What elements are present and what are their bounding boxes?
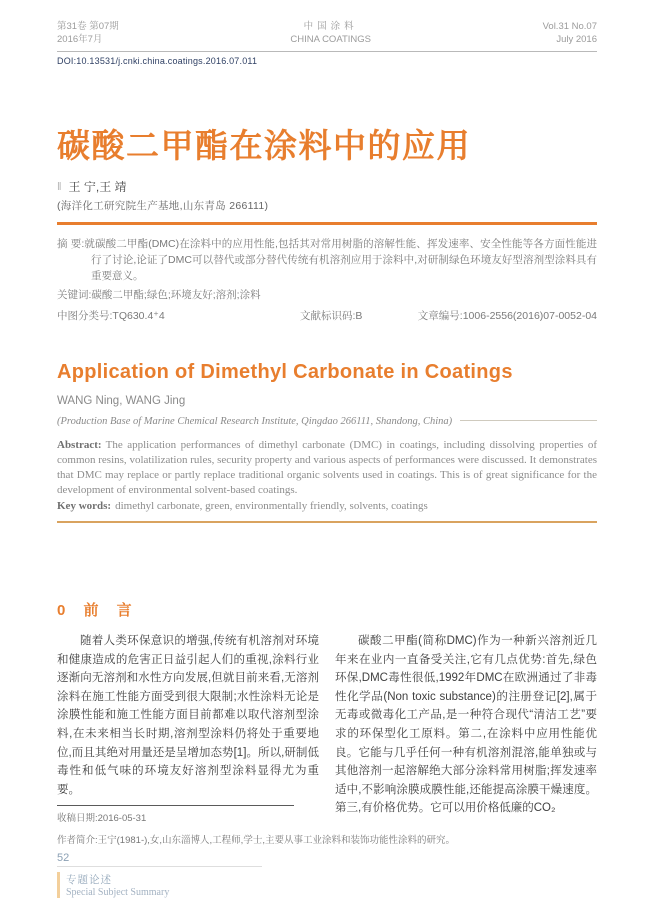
issue-volume-en: Vol.31 No.07: [542, 21, 597, 32]
section-heading-intro: 0 前 言: [57, 602, 139, 619]
affiliation-en-row: [57, 416, 597, 427]
column-label-en: Special Subject Summary: [66, 886, 170, 898]
right-column: [335, 632, 597, 829]
author-bio-footnote: [57, 832, 597, 846]
affiliation-cn: (海洋化工研究院生产基地,山东青岛 266111): [57, 200, 269, 212]
issue-date-cn: 2016年7月: [57, 34, 103, 45]
clc-label: 中图分类号:: [57, 310, 113, 322]
keywords-en-label: Key words:: [57, 500, 112, 512]
page-footer: [57, 852, 597, 898]
journal-name-en: CHINA COATINGS: [290, 34, 371, 45]
footnote-separator: [57, 805, 294, 806]
abstract-en-text: The application performances of dimethyl carbonate (DMC) in coatings, including dissolving properties of common resins, volatilization rules, security property and various aspects of performances were discussed. It demonstrates that DMC may replace or partly replace traditional organic solvents used in coatings. This is of great significance for the development of environmental solvent-based coatings.: [57, 439, 597, 496]
right-paragraph: 碳酸二甲酯(简称DMC)作为一种新兴溶剂近几年来在业内一直备受关注,它有几点优势:首先,绿色环保,DMC毒性很低,1992年DMC在欧洲通过了非毒性化学品(Non toxic substance)的注册登记[2],属于无毒或微毒化工产品,是一种符合现代“清洁工艺”要求的环保型化工原料。第二,在涂料中应用性能优良。它能与几乎任何一种有机溶剂混溶,能单独或与其他溶剂一起溶解绝大部分涂料常用树脂;挥发速率适中,不影响涂膜成膜性能,还能提高涂膜干燥速度。第三,有价格优势。它可以用价格低廉的CO₂: [335, 635, 597, 815]
abstract-cn-label: 摘 要:: [57, 238, 85, 250]
abstract-en-label: Abstract:: [57, 439, 102, 451]
keywords-en: [57, 499, 597, 514]
issue-date-en: July 2016: [556, 34, 597, 45]
article-id: [418, 308, 597, 323]
keywords-en-text: dimethyl carbonate, green, environmentally friendly, solvents, coatings: [115, 500, 428, 512]
bio-label: 作者简介:: [57, 834, 98, 846]
orange-divider: [57, 222, 597, 225]
article-title-cn: 碳酸二甲酯在涂料中的应用: [57, 127, 471, 164]
keywords-cn-text: 碳酸二甲酯;绿色;环境友好;溶剂;涂料: [91, 289, 261, 301]
column-label: [57, 872, 597, 898]
tan-divider: [57, 521, 597, 523]
header-journal-name: [290, 20, 371, 46]
abstract-en: [57, 438, 597, 498]
clc-number: [57, 308, 300, 323]
article-title-en: Application of Dimethyl Carbonate in Coatings: [57, 361, 513, 383]
article-meta-row: [57, 308, 597, 323]
header-issue-cn: [57, 20, 119, 46]
bio-text: 王宁(1981-),女,山东淄博人,工程师,学士,主要从事工业涂料和装饰功能性涂料的研究。: [97, 834, 455, 846]
affiliation-trailing-rule: [460, 420, 597, 421]
affiliation-en: (Production Base of Marine Chemical Research Institute, Qingdao 266111, Shandong, China): [57, 416, 453, 427]
keywords-cn-label: 关键词:: [57, 289, 92, 301]
page-number-rule: [57, 866, 262, 867]
doi-line: DOI:10.13531/j.cnki.china.coatings.2016.07.011: [57, 56, 258, 66]
clc-value: TQ630.4⁺4: [112, 310, 165, 322]
header-issue-en: [543, 20, 597, 46]
author-marker-icon: ‖: [57, 180, 62, 193]
doc-code-value: B: [355, 310, 363, 322]
left-paragraph: 随着人类环保意识的增强,传统有机溶剂对环境和健康造成的危害正日益引起人们的重视,涂料行业逐渐向无溶剂和水性方向发展,但就目前来看,无溶剂涂料在施工性能方面受到很大限制;水性涂料无论是涂膜性能和施工性能方面目前都难以取代溶剂型涂料,在未来相当长时期,溶剂型涂料仍将处于重要地位,而且其绝对用量还是呈增加态势[1]。所以,研制低毒性和低气味的环境友好溶剂型涂料显得尤为重要。: [57, 635, 319, 796]
doc-code-label: 文献标识码:: [300, 310, 356, 322]
received-date: [57, 810, 319, 829]
abstract-cn: [57, 236, 597, 284]
received-value: 2016-05-31: [97, 813, 147, 825]
issue-volume-cn: 第31卷 第07期: [57, 21, 119, 32]
left-column: [57, 632, 319, 829]
authors-cn-row: [57, 178, 597, 195]
column-label-cn: 专题论述: [66, 873, 112, 886]
page-header: [57, 20, 597, 52]
body-columns: [57, 632, 597, 829]
authors-en: WANG Ning, WANG Jing: [57, 395, 186, 407]
article-id-label: 文章编号:: [417, 310, 463, 322]
keywords-cn: [57, 287, 597, 303]
authors-cn: 王 宁,王 靖: [68, 180, 127, 194]
abstract-cn-text: 就碳酸二甲酯(DMC)在涂料中的应用性能,包括其对常用树脂的溶解性能、挥发速率、安全性能等各方面性能进行了讨论,论证了DMC可以替代或部分替代传统有机溶剂应用于涂料中,对研制绿色环境友好型溶剂型涂料具有重要意义。: [84, 238, 597, 282]
journal-name-cn: 中国涂料: [303, 21, 358, 32]
received-label: 收稿日期:: [57, 813, 98, 825]
page-number: 52: [57, 851, 70, 864]
article-id-value: 1006-2556(2016)07-0052-04: [462, 310, 597, 322]
doc-code: [300, 308, 418, 323]
